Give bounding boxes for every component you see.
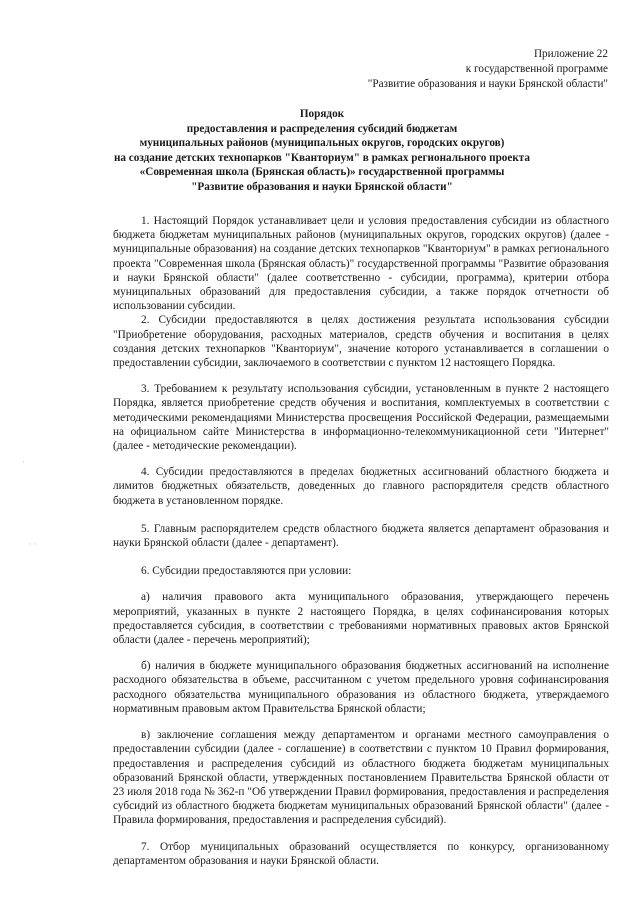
appendix-line: к государственной программе bbox=[465, 63, 608, 75]
title-line: на создание детских технопарков "Кванториум" в рамках регионального проекта bbox=[113, 151, 531, 164]
paragraph-5: 5. Главным распорядителем средств областного бюджета является департамент образования и науки Брянской области (далее - департамент). bbox=[113, 522, 609, 550]
paragraph-4: 4. Субсидии предоставляются в пределах бюджетных ассигнований областного бюджета и лимитов бюджетных обязательств, доведенных до главного распорядителя средств областного бюджета в установленном порядке. bbox=[113, 466, 609, 507]
paragraph-6c: в) заключение соглашения между департаментом и органами местного самоуправления о предоставлении субсидии (далее - соглашение) в соответствии с пунктом 10 Правил формирования, предоставления и распределения субсидий из областного бюджета бюджетам муниципальных образований Брянской области, утвержденных постановлением Правительства Брянской области от 23 июля 2018 года № 362-п "Об утверждении Правил формирования, предоставления и распределения субсидий из областного бюджета бюджетам муниципальных образований Брянской области" (далее - Правила формирования, предоставления и распределения субсидий). bbox=[113, 729, 609, 827]
document-body bbox=[113, 214, 609, 868]
paragraph-7: 7. Отбор муниципальных образований осуществляется по конкурсу, организованному департаментом образования и науки Брянской области. bbox=[113, 840, 609, 867]
title-line: Порядок bbox=[299, 108, 345, 120]
scan-speck: · · bbox=[28, 540, 37, 550]
paragraph-2: 2. Субсидии предоставляются в целях достижения результата использования субсидии "Приобретение оборудования, расходных материалов, средств обучения и воспитания в целях создания детских технопарков "Кванториум", значение которого устанавливается в соглашении о предоставлении субсидии, заключаемого в соответствии с пунктом 12 настоящего Порядка. bbox=[113, 314, 609, 370]
paragraph-6: 6. Субсидии предоставляются при условии: bbox=[141, 565, 352, 578]
title-line: муниципальных районов (муниципальных округов, городских округов) bbox=[139, 137, 505, 149]
paragraph-6a: а) наличия правового акта муниципального образования, утверждающего перечень мероприятий, указанных в пункте 2 настоящего Порядка, в целях софинансирования которых предоставляется субсидия, в соответствии с требованиями нормативных правовых актов Брянской области (далее - перечень мероприятий); bbox=[113, 591, 609, 647]
scan-speck: · bbox=[22, 458, 25, 468]
paragraph-3: 3. Требованием к результату использования субсидии, установленным в пункте 2 настоящего Порядка, является приобретение средств обучения и воспитания, комплектуемых в соответствии с методическими рекомендациями Министерства просвещения Российской Федерации, размещаемыми на официальном сайте Министерства в информационно-телекоммуникационной сети "Интернет" (далее - методические рекомендации). bbox=[113, 383, 609, 453]
paragraph-1: 1. Настоящий Порядок устанавливает цели и условия предоставления субсидии из областного бюджета бюджетам муниципальных районов (муниципальных округов, городских округов) (далее - муниципальные образования) на создание детских технопарков "Кванториум" в рамках регионального проекта "Современная школа (Брянская область)" государственной программы "Развитие образования и науки Брянской области" (далее соответственно - субсидии, программа), критерии отбора муниципальных образований для предоставления субсидии, а также порядок отчетности об использовании субсидии. bbox=[113, 215, 609, 313]
appendix-note bbox=[278, 47, 608, 92]
appendix-line: "Развитие образования и науки Брянской области" bbox=[367, 78, 608, 90]
paragraph-6b: б) наличия в бюджете муниципального образования бюджетных ассигнований на исполнение расходного обязательства в объеме, рассчитанном с учетом предельного уровня софинансирования расходного обязательства муниципального образования из областного бюджета, утверждаемого нормативным правовым актом Правительства Брянской области; bbox=[113, 660, 609, 715]
document-title bbox=[112, 107, 532, 194]
title-line: "Развитие образования и науки Брянской области" bbox=[191, 180, 453, 193]
appendix-line: Приложение 22 bbox=[533, 48, 608, 60]
title-line: предоставления и распределения субсидий бюджетам bbox=[186, 122, 458, 135]
title-line: «Современная школа (Брянская область)» государственной программы bbox=[139, 166, 505, 178]
